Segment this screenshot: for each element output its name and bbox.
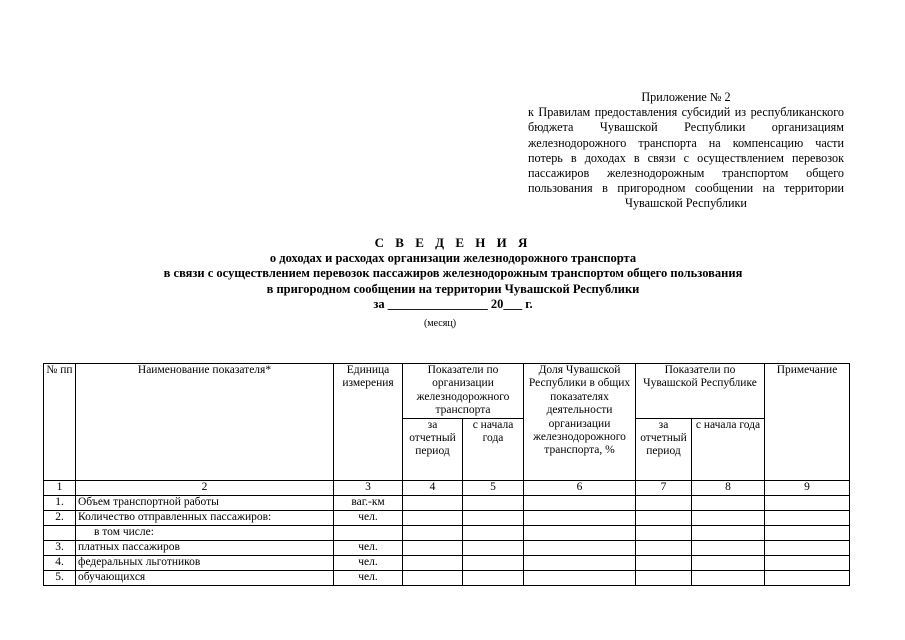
- row-name: в том числе:: [76, 525, 334, 540]
- col-number: 5: [463, 480, 524, 495]
- empty-cell: [524, 555, 636, 570]
- header-rep-period: за отчетный период: [636, 418, 692, 480]
- table-row: [44, 510, 850, 525]
- title-svedeniya: С В Е Д Е Н И Я: [374, 235, 532, 250]
- table-row: [44, 555, 850, 570]
- empty-cell: [524, 495, 636, 510]
- header-org-ytd: с начала года: [463, 418, 524, 480]
- row-name: платных пассажиров: [76, 540, 334, 555]
- appendix-heading: Приложение № 2: [641, 90, 731, 104]
- empty-cell: [692, 495, 765, 510]
- row-name: Количество отправленных пассажиров:: [76, 510, 334, 525]
- row-unit: чел.: [334, 540, 403, 555]
- document-title: [60, 235, 846, 313]
- row-unit: чел.: [334, 555, 403, 570]
- empty-cell: [524, 570, 636, 585]
- table-row: [44, 540, 850, 555]
- row-num: 2.: [44, 510, 76, 525]
- appendix-text: к Правилам предоставления субсидий из республиканского бюджета Чувашской Республики организациям железнодорожного транспорта на компенсацию части потерь в доходах в связи с осуществлением перевозок пассажиров железнодорожным транспортом общего пользования в пригородном сообщении на территории Чувашской Республики: [528, 105, 844, 211]
- col-number: 2: [76, 480, 334, 495]
- empty-cell: [765, 495, 850, 510]
- empty-cell: [765, 510, 850, 525]
- table-row: [44, 495, 850, 510]
- empty-cell: [403, 540, 463, 555]
- empty-cell: [692, 525, 765, 540]
- empty-cell: [463, 570, 524, 585]
- empty-cell: [463, 540, 524, 555]
- empty-cell: [765, 525, 850, 540]
- header-org-period: за отчетный период: [403, 418, 463, 480]
- column-numbers-row: [44, 480, 850, 495]
- empty-cell: [524, 525, 636, 540]
- row-unit: чел.: [334, 570, 403, 585]
- title-line-2: о доходах и расходах организации железнодорожного транспорта: [269, 250, 637, 265]
- empty-cell: [524, 540, 636, 555]
- row-unit: ваг.-км: [334, 495, 403, 510]
- empty-cell: [463, 555, 524, 570]
- empty-cell: [463, 525, 524, 540]
- month-caption: (месяц): [423, 318, 457, 329]
- col-number: 4: [403, 480, 463, 495]
- empty-cell: [692, 510, 765, 525]
- row-num: 1.: [44, 495, 76, 510]
- header-num: № пп: [44, 364, 76, 481]
- row-num: [44, 525, 76, 540]
- row-name: федеральных льготников: [76, 555, 334, 570]
- row-num: 5.: [44, 570, 76, 585]
- col-number: 7: [636, 480, 692, 495]
- empty-cell: [765, 540, 850, 555]
- header-org-indicators: Показатели по организации железнодорожного транспорта: [403, 364, 524, 419]
- row-name: Объем транспортной работы: [76, 495, 334, 510]
- title-line-4: в пригородном сообщении на территории Чувашской Республики: [266, 281, 640, 296]
- empty-cell: [636, 525, 692, 540]
- empty-cell: [403, 525, 463, 540]
- empty-cell: [636, 495, 692, 510]
- appendix-block: [528, 90, 844, 212]
- empty-cell: [765, 570, 850, 585]
- header-republic-indicators: Показатели по Чувашской Республике: [636, 364, 765, 419]
- row-unit: [334, 525, 403, 540]
- empty-cell: [403, 570, 463, 585]
- table-row: [44, 525, 850, 540]
- empty-cell: [636, 570, 692, 585]
- empty-cell: [692, 540, 765, 555]
- row-name: обучающихся: [76, 570, 334, 585]
- table-row: [44, 570, 850, 585]
- row-num: 4.: [44, 555, 76, 570]
- title-period: за ________________ 20___ г.: [373, 297, 533, 311]
- empty-cell: [692, 555, 765, 570]
- header-note: Примечание: [765, 364, 850, 481]
- empty-cell: [692, 570, 765, 585]
- empty-cell: [403, 495, 463, 510]
- empty-cell: [636, 540, 692, 555]
- empty-cell: [403, 555, 463, 570]
- header-rep-ytd: с начала года: [692, 418, 765, 480]
- col-number: 3: [334, 480, 403, 495]
- header-name: Наименование показателя*: [76, 364, 334, 481]
- row-unit: чел.: [334, 510, 403, 525]
- empty-cell: [463, 495, 524, 510]
- empty-cell: [403, 510, 463, 525]
- row-num: 3.: [44, 540, 76, 555]
- report-table: [43, 363, 850, 586]
- empty-cell: [765, 555, 850, 570]
- empty-cell: [636, 555, 692, 570]
- col-number: 6: [524, 480, 636, 495]
- col-number: 9: [765, 480, 850, 495]
- empty-cell: [463, 510, 524, 525]
- header-share: Доля Чувашской Республики в общих показателях деятельности организации железнодорожного транспорта, %: [524, 364, 636, 481]
- empty-cell: [524, 510, 636, 525]
- col-number: 8: [692, 480, 765, 495]
- header-unit: Единица измерения: [334, 364, 403, 481]
- col-number: 1: [44, 480, 76, 495]
- empty-cell: [636, 510, 692, 525]
- title-line-3: в связи с осуществлением перевозок пассажиров железнодорожным транспортом общего пользования: [163, 266, 743, 280]
